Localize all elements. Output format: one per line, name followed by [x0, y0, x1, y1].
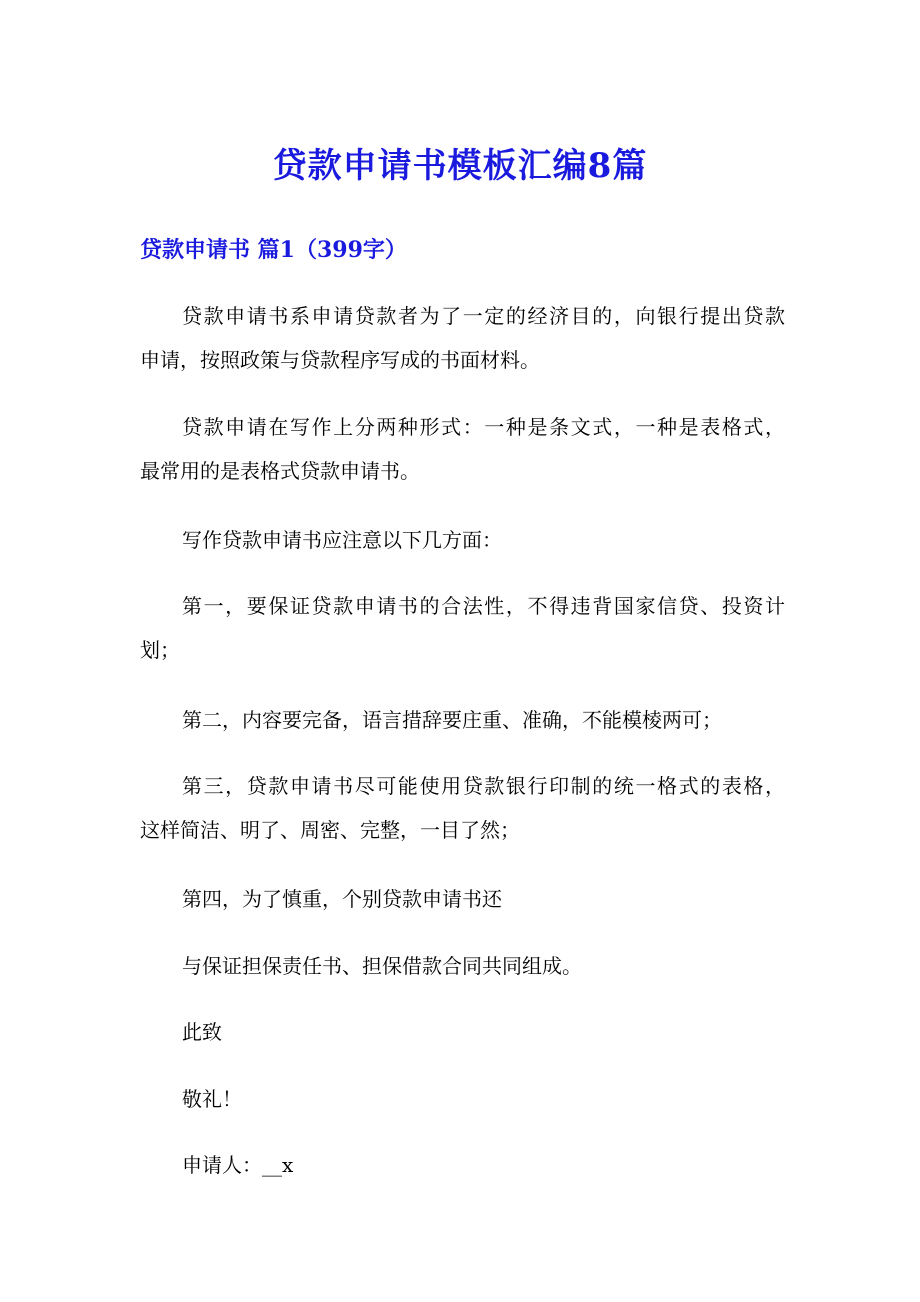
paragraph-1-line-2: 申请，按照政策与贷款程序写成的书面材料。 [140, 348, 540, 372]
paragraph-1-line-1: 贷款申请书系申请贷款者为了一定的经济目的，向银行提出贷款 [182, 304, 785, 328]
paragraph-3 [140, 518, 785, 562]
document-title: 贷款申请书模板汇编8篇 [272, 146, 648, 186]
paragraph-2-line-2: 最常用的是表格式贷款申请书。 [140, 459, 420, 483]
paragraph-4-line-1: 第一，要保证贷款申请书的合法性，不得违背国家信贷、投资计 [182, 594, 785, 618]
paragraph-1 [140, 294, 785, 382]
paragraph-8 [140, 944, 785, 988]
paragraph-6-line-1: 第三，贷款申请书尽可能使用贷款银行印制的统一格式的表格， [182, 774, 785, 798]
paragraph-6-line-2: 这样简洁、明了、周密、完整，一目了然； [140, 818, 520, 842]
paragraph-4-line-2: 划； [140, 638, 180, 662]
paragraph-8-line-1: 与保证担保责任书、担保借款合同共同组成。 [182, 954, 582, 978]
paragraph-5-line-1: 第二，内容要完备，语言措辞要庄重、准确，不能模棱两可； [182, 708, 722, 732]
closing-regards-text: 敬礼！ [182, 1087, 242, 1111]
closing-salutation-text: 此致 [182, 1020, 222, 1044]
paragraph-4 [140, 584, 785, 672]
closing-salutation [140, 1010, 785, 1054]
closing-regards [140, 1077, 785, 1121]
paragraph-2 [140, 405, 785, 493]
applicant-line-text: 申请人：__x [182, 1153, 294, 1177]
paragraph-3-line-1: 写作贷款申请书应注意以下几方面： [182, 528, 502, 552]
paragraph-7 [140, 877, 785, 921]
paragraph-2-line-1: 贷款申请在写作上分两种形式：一种是条文式，一种是表格式， [182, 415, 785, 439]
section-heading: 贷款申请书 篇1（399字） [140, 237, 407, 263]
paragraph-6 [140, 764, 785, 852]
paragraph-7-line-1: 第四，为了慎重，个别贷款申请书还 [182, 887, 502, 911]
applicant-line [140, 1143, 785, 1187]
paragraph-5 [140, 698, 785, 742]
